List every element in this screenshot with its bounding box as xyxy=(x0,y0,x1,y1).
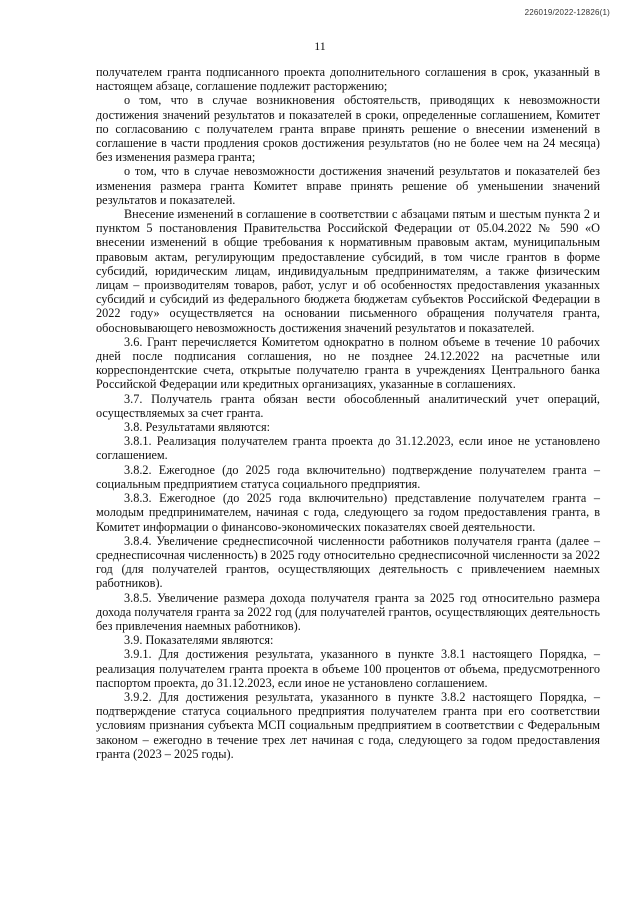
paragraph-continuation: получателем гранта подписанного проекта дополнительного соглашения в срок, указанный в настоящем абзаце, соглашение подлежит расторжению; xyxy=(96,65,600,94)
paragraph-amendments: Внесение изменений в соглашение в соответствии с абзацами пятым и шестым пункта 2 и пунктом 5 постановления Правительства Российской Федерации от 05.04.2022 № 590 «О внесении изменений в общие требования к нормативным правовым актам, муниципальным правовым актам, регулирующим предоставление субсидий, в том числе грантов в форме субсидий, юридическим лицам, индивидуальным предпринимателям, а также физическим лицам – производителям товаров, работ, услуг и об особенностях предоставления указанных субсидий и субсидий из федерального бюджета бюджетам субъектов Российской Федерации в 2022 году» осуществляется на основании письменного обращения получателя гранта, обосновывающего невозможность достижения значений результатов и показателей. xyxy=(96,207,600,335)
paragraph-3-9-2: 3.9.2. Для достижения результата, указанного в пункте 3.8.2 настоящего Порядка, – подтверждение статуса социального предприятия получателем гранта при его соответствии условиям признания субъекта МСП социальным предприятием в соответствии с Федеральным законом – ежегодно в течение трех лет начиная с года, следующего за годом предоставления гранта (2023 – 2025 годы). xyxy=(96,689,600,761)
paragraph-3-9-1: 3.9.1. Для достижения результата, указанного в пункте 3.8.1 настоящего Порядка, – реализация получателем гранта проекта в объеме 100 процентов от объема, предусмотренного паспортом проекта, до 31.12.2023, если иное не установлено соглашением. xyxy=(96,647,600,690)
document-body xyxy=(96,65,600,761)
paragraph-extension-clause: о том, что в случае возникновения обстоятельств, приводящих к невозможности достижения значений результатов и показателей в сроки, определенные соглашением, Комитет по согласованию с получателем гранта вправе принять решение о внесении изменений в соглашение в части продления сроков достижения результатов (но не более чем на 24 месяца) без изменения размера гранта; xyxy=(96,93,600,165)
paragraph-3-8-1: 3.8.1. Реализация получателем гранта проекта до 31.12.2023, если иное не установлено соглашением. xyxy=(96,434,600,463)
paragraph-3-7: 3.7. Получатель гранта обязан вести обособленный аналитический учет операций, осуществляемых за счет гранта. xyxy=(96,391,600,420)
paragraph-3-6: 3.6. Грант перечисляется Комитетом однократно в полном объеме в течение 10 рабочих дней после подписания соглашения, но не позднее 24.12.2022 на расчетные или корреспондентские счета, открытые получателю гранта в учреждениях Центрального банка Российской Федерации или кредитных организациях, указанные в соглашениях. xyxy=(96,334,600,392)
paragraph-3-8-3: 3.8.3. Ежегодное (до 2025 года включительно) представление получателем гранта – молодым предпринимателем, начиная с года, следующего за годом предоставления гранта, в Комитет информации о финансово-экономических показателях своей деятельности. xyxy=(96,491,600,534)
paragraph-3-9: 3.9. Показателями являются: xyxy=(124,633,274,648)
page-number: 11 xyxy=(314,39,326,53)
document-id: 226019/2022-12826(1) xyxy=(524,8,610,17)
paragraph-3-8-5: 3.8.5. Увеличение размера дохода получателя гранта за 2025 год относительно размера дохода получателя гранта за 2022 год (для получателей грантов, осуществляющих деятельность без привлечения наемных работников). xyxy=(96,590,600,633)
paragraph-3-8-4: 3.8.4. Увеличение среднесписочной численности работников получателя гранта (далее – среднесписочная численность) в 2025 году относительно среднесписочной численности за 2022 год (для получателей грантов, осуществляющих деятельность с привлечением наемных работников). xyxy=(96,533,600,591)
paragraph-reduction-clause: о том, что в случае невозможности достижения значений результатов и показателей без изменения размера гранта Комитет вправе принять решение об уменьшении значений результатов и показателей. xyxy=(96,164,600,207)
paragraph-3-8-2: 3.8.2. Ежегодное (до 2025 года включительно) подтверждение получателем гранта – социальным предприятием статуса социального предприятия. xyxy=(96,462,600,491)
paragraph-3-8: 3.8. Результатами являются: xyxy=(124,420,270,435)
